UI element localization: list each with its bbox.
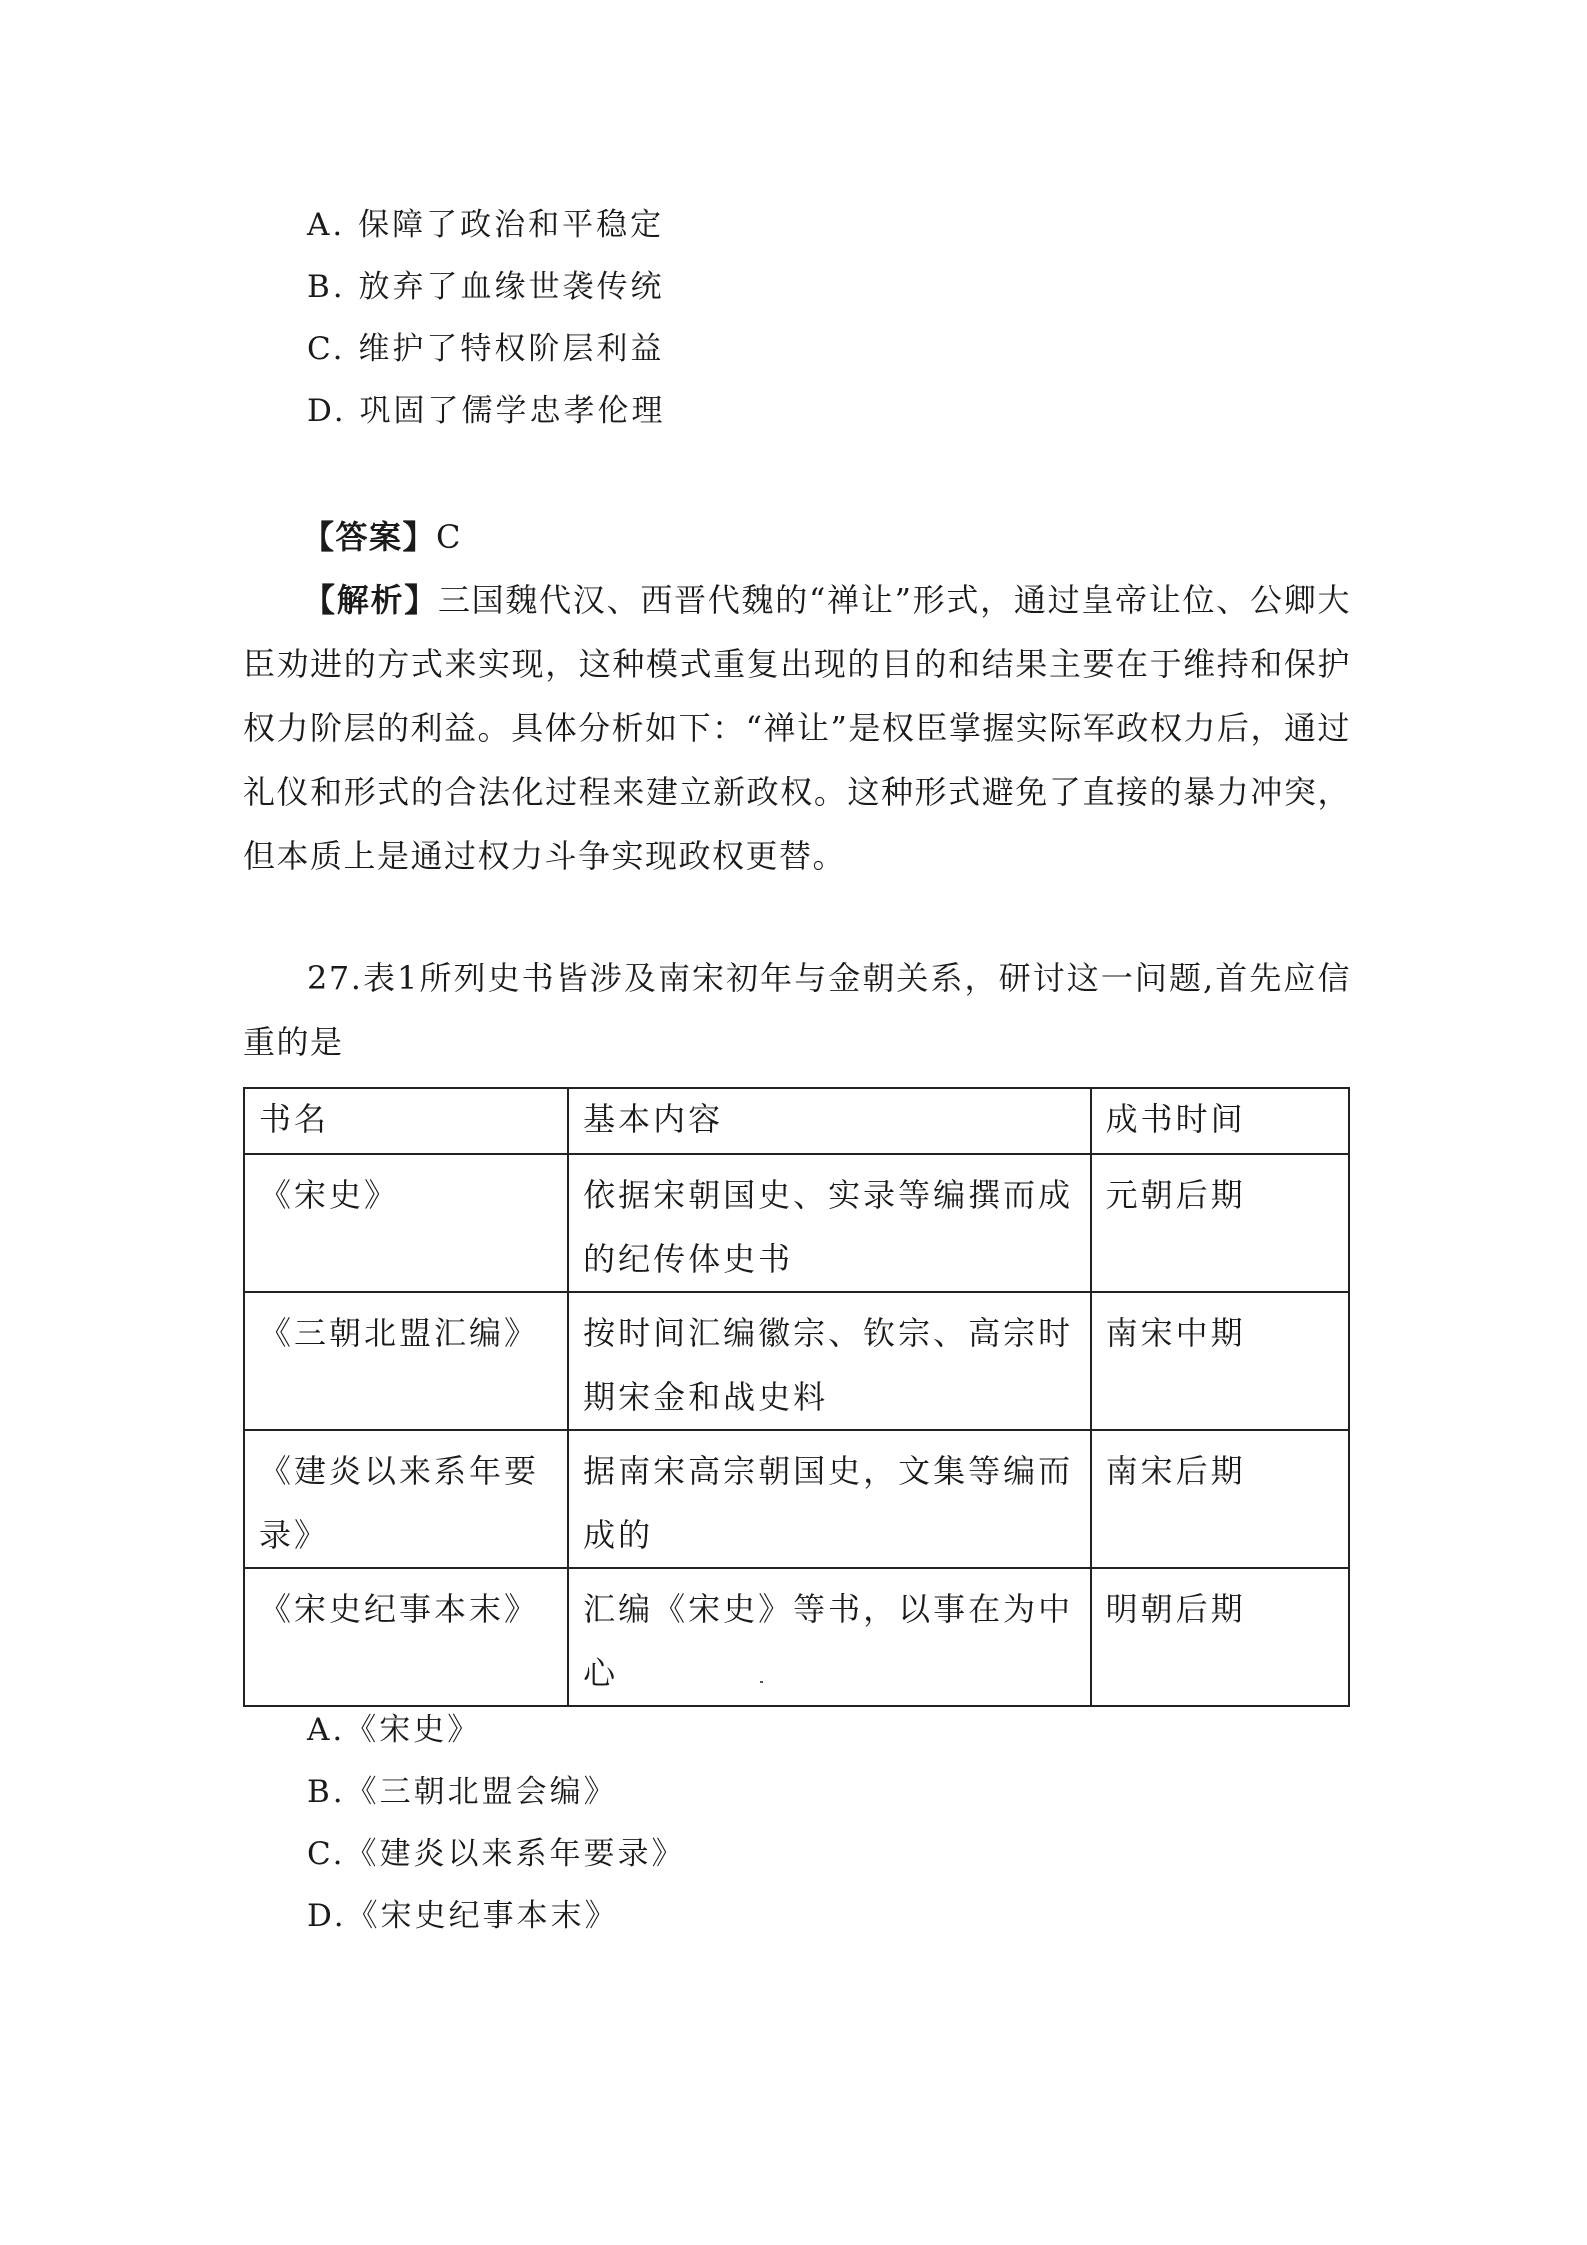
table-cell: 南宋后期	[1091, 1430, 1349, 1568]
table-cell: 南宋中期	[1091, 1292, 1349, 1430]
table-cell: 《建炎以来系年要录》	[244, 1430, 568, 1568]
q27-option-d: D.《宋史纪事本末》	[307, 1898, 619, 1934]
question-27-stem: 27.表1所列史书皆涉及南宋初年与金朝关系，研讨这一问题,首先应信重的是	[243, 959, 1351, 1061]
answer-value: C	[436, 518, 462, 556]
q27-option-a: A.《宋史》	[307, 1712, 482, 1748]
option-a: A. 保障了政治和平稳定	[307, 207, 665, 243]
analysis-paragraph	[243, 568, 1351, 888]
table-cell: 依据宋朝国史、实录等编撰而成的纪传体史书	[568, 1154, 1090, 1292]
scan-artifact	[760, 1681, 763, 1683]
table-row	[244, 1430, 1349, 1568]
q27-option-b: B.《三朝北盟会编》	[307, 1774, 618, 1810]
option-c: C. 维护了特权阶层利益	[307, 331, 665, 367]
table-cell: 《三朝北盟汇编》	[244, 1292, 568, 1430]
table-cell: 明朝后期	[1091, 1568, 1349, 1706]
table-header-cell: 书名	[244, 1088, 568, 1154]
option-b: B. 放弃了血缘世袭传统	[307, 269, 665, 305]
table-cell: 据南宋高宗朝国史，文集等编而成的	[568, 1430, 1090, 1568]
source-books-table	[243, 1087, 1350, 1707]
table-header-cell: 成书时间	[1091, 1088, 1349, 1154]
table-cell: 按时间汇编徽宗、钦宗、高宗时期宋金和战史料	[568, 1292, 1090, 1430]
table-row	[244, 1568, 1349, 1706]
answer-tag: 【答案】	[302, 518, 437, 556]
analysis-tag: 【解析】	[303, 581, 438, 619]
table-row	[244, 1292, 1349, 1430]
option-d: D. 巩固了儒学忠孝伦理	[307, 393, 666, 429]
table-cell: 元朝后期	[1091, 1154, 1349, 1292]
table-cell: 《宋史》	[244, 1154, 568, 1292]
table-header-row	[244, 1088, 1349, 1154]
table-row	[244, 1154, 1349, 1292]
answer-line	[302, 514, 462, 560]
q27-option-c: C.《建炎以来系年要录》	[307, 1836, 686, 1872]
analysis-text: 三国魏代汉、西晋代魏的“禅让”形式，通过皇帝让位、公卿大臣劝进的方式来实现，这种模式重复出现的目的和结果主要在于维持和保护权力阶层的利益。具体分析如下：“禅让”是权臣掌握实际军政权力后，通过礼仪和形式的合法化过程来建立新政权。这种形式避免了直接的暴力冲突，但本质上是通过权力斗争实现政权更替。	[243, 581, 1351, 875]
table-cell: 汇编《宋史》等书，以事在为中心	[568, 1568, 1090, 1706]
table-cell: 《宋史纪事本末》	[244, 1568, 568, 1706]
table-header-cell: 基本内容	[568, 1088, 1090, 1154]
